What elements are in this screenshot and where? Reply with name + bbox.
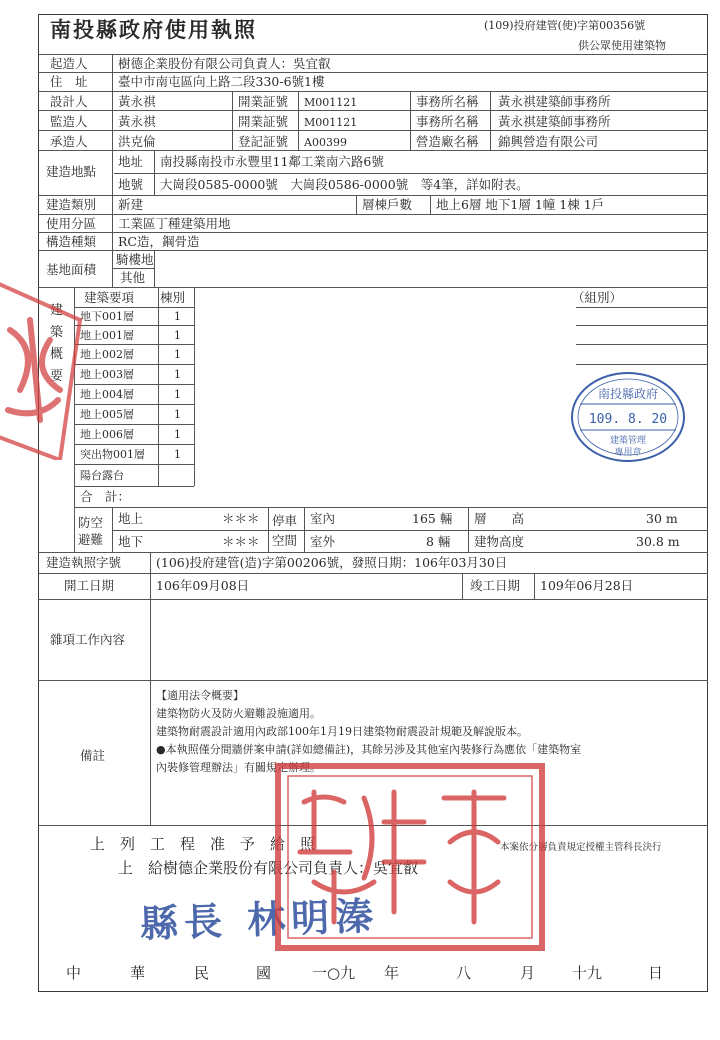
building-summary-label: 建築概要 (50, 303, 64, 384)
floor-count: 1 (174, 428, 181, 441)
issue-line: 上 列 工 程 准 予 給 照 (90, 835, 316, 853)
stamp-top-text: 南投縣政府 (597, 387, 659, 401)
date-year: 一○九 (312, 964, 356, 982)
site-label: 建造地點 (46, 164, 97, 179)
grid-line (576, 325, 708, 326)
construction-permit-value: (106)投府建管(造)字第00206號，發照日期：106年03月30日 (156, 555, 508, 570)
right-group-header: （組別） (572, 290, 623, 305)
authorization-note: 本案依分層負責規定授權主管科長決行 (500, 842, 662, 853)
floor-name: 突出物001層 (80, 448, 145, 461)
grid-line (38, 54, 708, 55)
grid-line (38, 214, 708, 215)
date-char: 國 (256, 964, 272, 982)
grid-line (38, 250, 708, 251)
remarks-heading: 【適用法令概要】 (156, 689, 244, 702)
contractor-reg-label: 登記証號 (238, 134, 289, 149)
grid-line (158, 287, 159, 486)
floor-name: 地上003層 (80, 368, 134, 381)
date-char: 日 (648, 964, 664, 982)
shelter-label: 防空避難 (78, 515, 104, 547)
parking-indoor-label: 室內 (310, 511, 336, 526)
misc-work-label: 雜項工作內容 (50, 632, 126, 647)
site-address-label: 地址 (118, 154, 144, 169)
date-char: 中 (66, 964, 82, 982)
parking-label: 停車空間 (272, 513, 298, 548)
floor-count: 1 (174, 348, 181, 361)
floor-count: 1 (174, 408, 181, 421)
build-type-value: 新建 (118, 197, 144, 212)
floor-count: 1 (174, 388, 181, 401)
floors-value: 地上6層 地下1層 1幢 1棟 1戶 (436, 197, 605, 212)
grid-line (38, 195, 708, 196)
permit-number: (109)投府建管(使)字第00356號 (484, 19, 646, 32)
supervisor-name: 黃永祺 (118, 114, 156, 129)
grid-line (410, 91, 411, 150)
total-label: 合 計： (80, 489, 131, 504)
grid-line (462, 573, 463, 599)
grid-line (112, 54, 113, 287)
grid-line (150, 552, 151, 680)
stamp-date-text: 109. 8. 20 (588, 412, 668, 427)
arcade-label: 騎樓地 (116, 252, 154, 267)
grid-line (490, 91, 491, 150)
date-char: 月 (520, 964, 536, 982)
grid-line (114, 173, 708, 174)
grid-line (112, 268, 154, 269)
floor-count: 1 (174, 310, 181, 323)
grid-line (304, 507, 305, 552)
parking-outdoor-value: 8 輛 (426, 534, 451, 549)
supervisor-license-label: 開業証號 (238, 114, 289, 129)
designer-label: 設計人 (50, 94, 88, 109)
grid-line (74, 424, 194, 425)
grid-line (356, 195, 357, 214)
contractor-reg: A00399 (304, 136, 347, 149)
floor-height-label: 層 高 (474, 511, 525, 526)
site-address-value: 南投縣南投市永豐里11鄰工業南六路6號 (160, 154, 384, 169)
grid-line (468, 507, 469, 552)
floors-label: 層棟戶數 (362, 197, 413, 212)
issue-recipient: 上 給樹德企業股份有限公司負責人：吳宜叡 (118, 859, 419, 877)
building-height-value: 30.8 m (636, 534, 680, 549)
grid-line (38, 72, 708, 73)
start-date-value: 106年09月08日 (156, 578, 250, 593)
address-value: 臺中市南屯區向上路二段330-6號1樓 (118, 74, 325, 89)
document-title: 南投縣政府使用執照 (50, 17, 257, 42)
seal-text: 南投縣政府印 (407, 944, 413, 945)
remarks-line: ●本執照僅分間牆併案申請(詳如總備註)，其餘另涉及其他室內裝修行為應依「建築物室 (156, 743, 582, 756)
shelter-below-value: ＊＊＊ (222, 534, 260, 549)
grid-line (154, 250, 155, 287)
grid-line (112, 507, 113, 552)
floor-height-value: 30 m (646, 511, 678, 526)
shelter-below-label: 地下 (118, 534, 144, 549)
floor-name: 地下001層 (80, 310, 134, 323)
grid-line (74, 404, 194, 405)
stamp-sub-text: 專用章 (614, 448, 642, 458)
grid-line (74, 364, 194, 365)
balcony-label: 陽台露台 (80, 469, 124, 482)
grid-line (38, 680, 708, 681)
grid-line (38, 130, 708, 131)
grid-line (38, 91, 708, 92)
construction-permit-label: 建造執照字號 (46, 555, 122, 570)
floor-name: 地上001層 (80, 329, 134, 342)
grid-line (74, 325, 194, 326)
grid-line (534, 573, 535, 599)
grid-line (576, 364, 708, 365)
grid-line (430, 195, 431, 214)
contractor-company-label: 營造廠名稱 (416, 134, 479, 149)
designer-name: 黃永祺 (118, 94, 156, 109)
grid-line (74, 444, 194, 445)
grid-line (298, 91, 299, 150)
other-label: 其他 (120, 270, 146, 285)
zone-value: 工業區丁種建築用地 (118, 216, 231, 231)
address-label: 住 址 (50, 74, 88, 89)
remarks-line: 內裝修管理辦法」有關規定辦理。 (156, 761, 321, 774)
date-day: 十九 (572, 964, 603, 982)
grid-line (38, 599, 708, 600)
contractor-label: 承造人 (50, 134, 88, 149)
owner-value: 樹德企業股份有限公司負責人：吳宜叡 (118, 56, 331, 71)
magistrate-signature: 縣長 林明溱 (139, 892, 380, 947)
finish-date-label: 竣工日期 (470, 578, 521, 593)
grid-line (194, 287, 195, 486)
remarks-line: 建築物防火及防火避難設施適用。 (156, 707, 321, 720)
remarks-line: 建築物耐震設計適用內政部100年1月19日建築物耐震設計規範及解說版本。 (156, 725, 528, 738)
date-char: 華 (130, 964, 146, 982)
grid-line (154, 150, 155, 195)
grid-line (232, 91, 233, 150)
lot-label: 地號 (118, 177, 144, 192)
grid-line (38, 232, 708, 233)
designer-office-label: 事務所名稱 (416, 94, 479, 109)
grid-line (74, 384, 194, 385)
parking-outdoor-label: 室外 (310, 534, 336, 549)
designer-license: M001121 (304, 96, 358, 109)
zone-label: 使用分區 (46, 216, 97, 231)
grid-line (38, 552, 708, 553)
grid-line (38, 150, 708, 151)
grid-line (74, 307, 194, 308)
floor-count: 1 (174, 329, 181, 342)
usage-note: 供公眾使用建築物 (578, 39, 666, 52)
start-date-label: 開工日期 (64, 578, 115, 593)
grid-line (38, 287, 708, 288)
floor-name: 地上004層 (80, 388, 134, 401)
date-char: 年 (384, 964, 400, 982)
grid-line (576, 307, 708, 308)
base-area-label: 基地面積 (46, 262, 97, 277)
floor-name: 地上005層 (80, 408, 134, 421)
stamp-bottom-text: 建築管理 (609, 436, 647, 446)
grid-line (38, 110, 708, 111)
building-height-label: 建物高度 (474, 534, 525, 549)
stamp-text: 樹德 (40, 455, 42, 456)
column-item-header: 建築要項 (84, 290, 135, 305)
supervisor-license: M001121 (304, 116, 358, 129)
remarks-label: 備註 (80, 748, 106, 763)
supervisor-label: 監造人 (50, 114, 88, 129)
floor-count: 1 (174, 448, 181, 461)
parking-indoor-value: 165 輛 (412, 511, 453, 526)
owner-label: 起造人 (50, 56, 88, 71)
lot-value: 大崗段0585-0000號 大崗段0586-0000號 等4筆，詳如附表。 (160, 177, 529, 192)
floor-name: 地上002層 (80, 348, 134, 361)
grid-line (576, 344, 708, 345)
structure-value: RC造，鋼骨造 (118, 234, 200, 249)
grid-line (74, 486, 194, 487)
column-building-header: 棟別 (160, 290, 186, 305)
grid-line (268, 507, 269, 552)
supervisor-office-label: 事務所名稱 (416, 114, 479, 129)
grid-line (38, 573, 708, 574)
company-stamp-icon (0, 260, 90, 460)
grid-line (74, 464, 194, 465)
floor-count: 1 (174, 368, 181, 381)
date-stamp-icon (566, 368, 690, 466)
date-char: 民 (194, 964, 210, 982)
structure-label: 構造種類 (46, 234, 97, 249)
designer-office: 黃永祺建築師事務所 (498, 94, 611, 109)
grid-line (112, 530, 708, 531)
shelter-above-label: 地上 (118, 511, 144, 526)
contractor-company: 錦興營造有限公司 (498, 134, 599, 149)
contractor-name: 洪克倫 (118, 134, 156, 149)
build-type-label: 建造類別 (46, 197, 97, 212)
grid-line (150, 680, 151, 825)
grid-line (74, 344, 194, 345)
grid-line (74, 507, 708, 508)
floor-name: 地上006層 (80, 428, 134, 441)
shelter-above-value: ＊＊＊ (222, 511, 260, 526)
designer-license-label: 開業証號 (238, 94, 289, 109)
date-month: 八 (456, 964, 472, 982)
government-seal-icon (274, 762, 546, 952)
finish-date-value: 109年06月28日 (540, 578, 634, 593)
supervisor-office: 黃永祺建築師事務所 (498, 114, 611, 129)
